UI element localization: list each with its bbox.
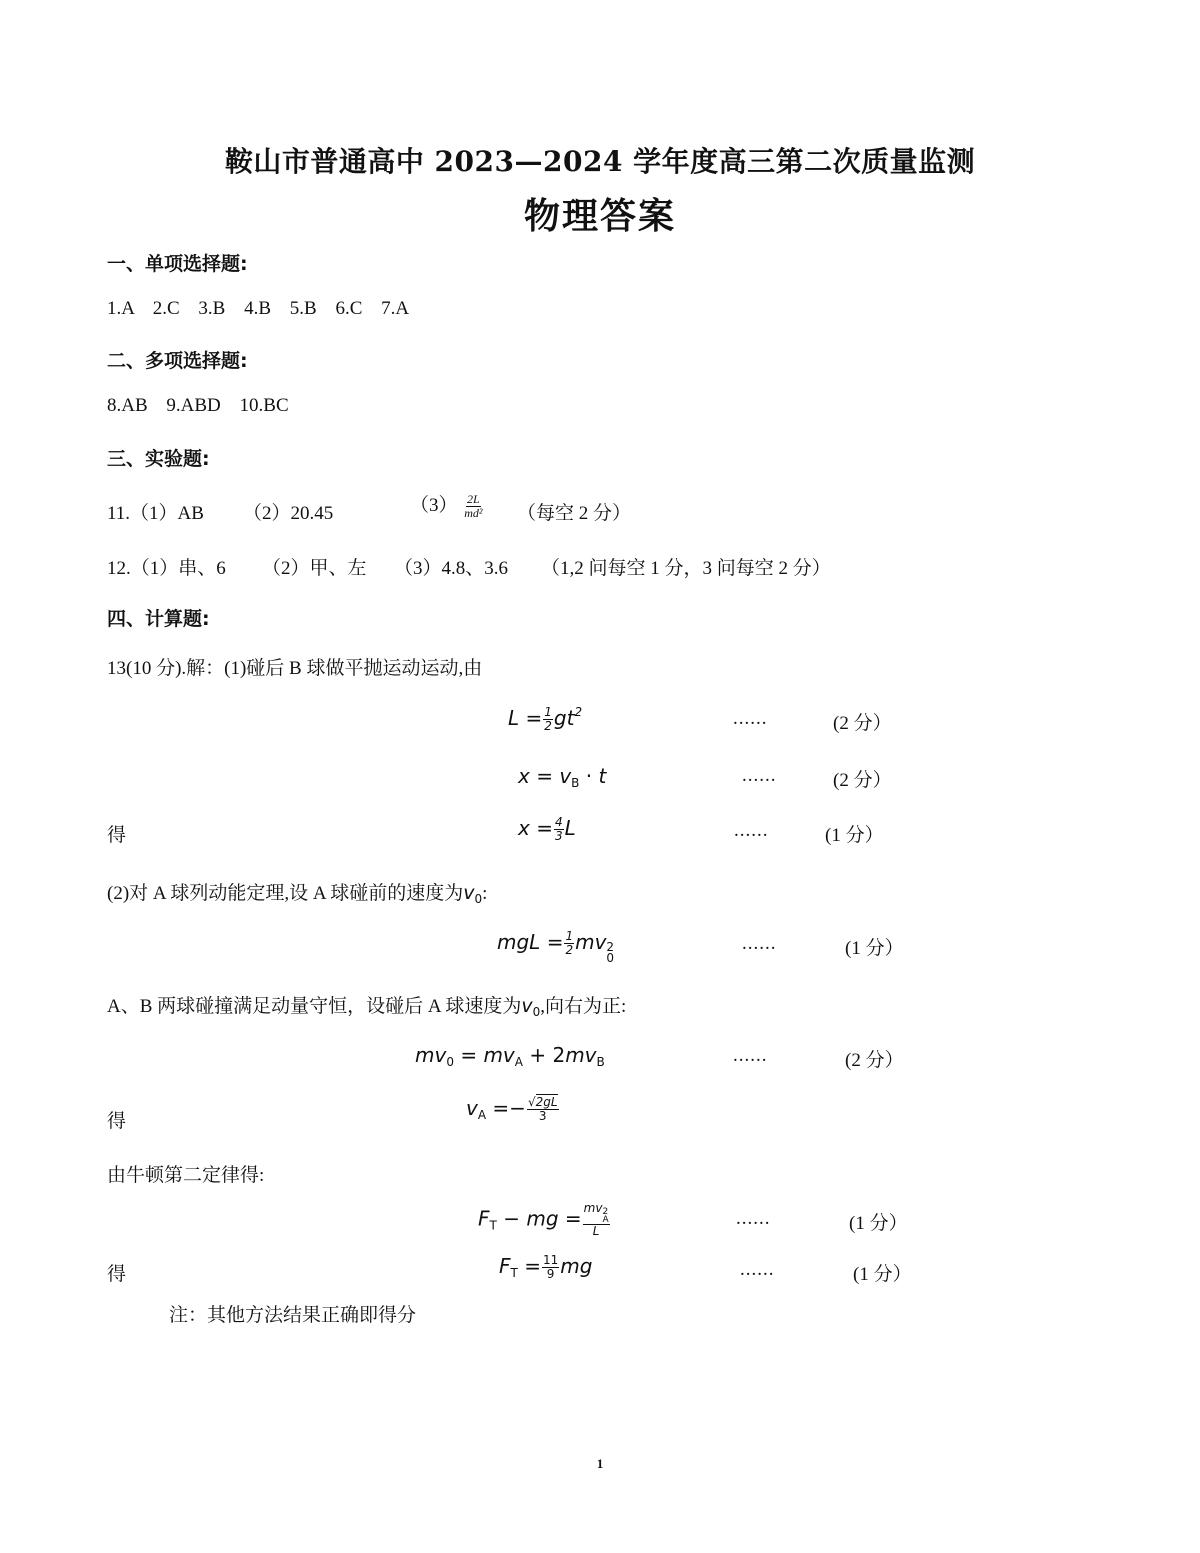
score: (2 分） (845, 1050, 904, 1071)
page-title: 鞍山市普通高中 2023—2024 学年度高三第二次质量监测 (224, 145, 976, 178)
section2-answers (107, 395, 289, 417)
equation-horizontal: $x = v_B \cdot t$ (518, 764, 607, 790)
answer: 6.C (335, 298, 363, 319)
newton-intro: 由牛顿第二定律得: (107, 1165, 265, 1186)
equation-newton: $F_T$ − mg = mv 2 A L (478, 1201, 609, 1238)
fraction-denominator: md² (464, 506, 483, 521)
q11-part1: 11.（1）AB (107, 503, 204, 524)
equation-ft-result: $F_T$ = $\frac{11}{9}$ mg (499, 1253, 593, 1281)
answer: 3.B (198, 298, 226, 319)
section2-heading: 二、多项选择题: (107, 350, 248, 372)
answer: 9.ABD (166, 395, 221, 416)
fraction-numerator: 2L (467, 492, 480, 507)
momentum-intro: A、B 两球碰撞满足动量守恒，设碰后 A 球速度为$v_0$,向右为正: (107, 995, 627, 1019)
score: (1 分） (825, 825, 884, 846)
part2-intro-text: (2)对 A 球列动能定理,设 A 球碰前的速度为 (107, 883, 464, 904)
momentum-intro-text: A、B 两球碰撞满足动量守恒，设碰后 A 球速度为 (107, 996, 522, 1017)
answer: 5.B (289, 298, 317, 319)
de-label: 得 (107, 825, 127, 846)
answer: 4.B (244, 298, 271, 319)
part2-intro: (2)对 A 球列动能定理,设 A 球碰前的速度为$v_0$: (107, 882, 488, 906)
de-label: 得 (107, 1111, 127, 1132)
q11-fraction (463, 493, 483, 520)
answer: 2.C (152, 298, 180, 319)
q11-note: （每空 2 分） (517, 503, 632, 524)
page-number: 1 (596, 1456, 604, 1471)
dots: ...... (740, 1259, 775, 1280)
de-label: 得 (107, 1264, 127, 1285)
footer-note: 注：其他方法结果正确即得分 (169, 1305, 417, 1326)
q12-part2: （2）甲、左 (262, 558, 367, 579)
dots: ...... (736, 1208, 771, 1229)
section1-heading: 一、单项选择题: (107, 253, 248, 275)
page-subtitle: 物理答案 (523, 195, 676, 237)
answer: 1.A (107, 298, 134, 319)
q11-part3-label: （3） (410, 495, 458, 516)
answer: 10.BC (239, 395, 289, 416)
score: (1 分） (853, 1264, 912, 1285)
q12-note: （1,2 问每空 1 分，3 问每空 2 分） (541, 558, 831, 579)
section3-heading: 三、实验题: (107, 448, 210, 470)
q12-part3: （3）4.8、3.6 (394, 558, 509, 579)
score: (1 分） (845, 938, 904, 959)
equation-free-fall: L = $\frac{1}{2}$ $gt^2$ (508, 705, 583, 733)
q11-part3 (410, 490, 485, 520)
momentum-suffix: ,向右为正: (540, 996, 627, 1017)
section1-answers (107, 298, 409, 320)
equation-x-result: x = $\frac{4}{3}$ L (518, 815, 576, 843)
answer: 8.AB (107, 395, 148, 416)
score: (2 分） (833, 770, 892, 791)
dots: ...... (742, 933, 777, 954)
dots: ...... (733, 1045, 768, 1066)
score: (2 分） (833, 713, 892, 734)
equation-momentum: $mv_0 = mv_A + 2mv_B$ (415, 1043, 605, 1069)
dots: ...... (733, 708, 768, 729)
q12-part1: 12.（1）串、6 (107, 558, 226, 579)
score: (1 分） (849, 1213, 908, 1234)
equation-energy: mgL = $\frac{1}{2}$ mv 2 0 (497, 929, 615, 965)
section4-heading: 四、计算题: (107, 608, 210, 630)
q11-part2: （2）20.45 (243, 503, 334, 524)
q13-intro: 13(10 分).解：(1)碰后 B 球做平抛运动运动,由 (107, 658, 483, 679)
dots: ...... (734, 820, 769, 841)
equation-va-result: $v_A$ =− $\frac{√2gL}{3}$ (466, 1095, 558, 1123)
answer: 7.A (381, 298, 410, 319)
dots: ...... (742, 765, 777, 786)
